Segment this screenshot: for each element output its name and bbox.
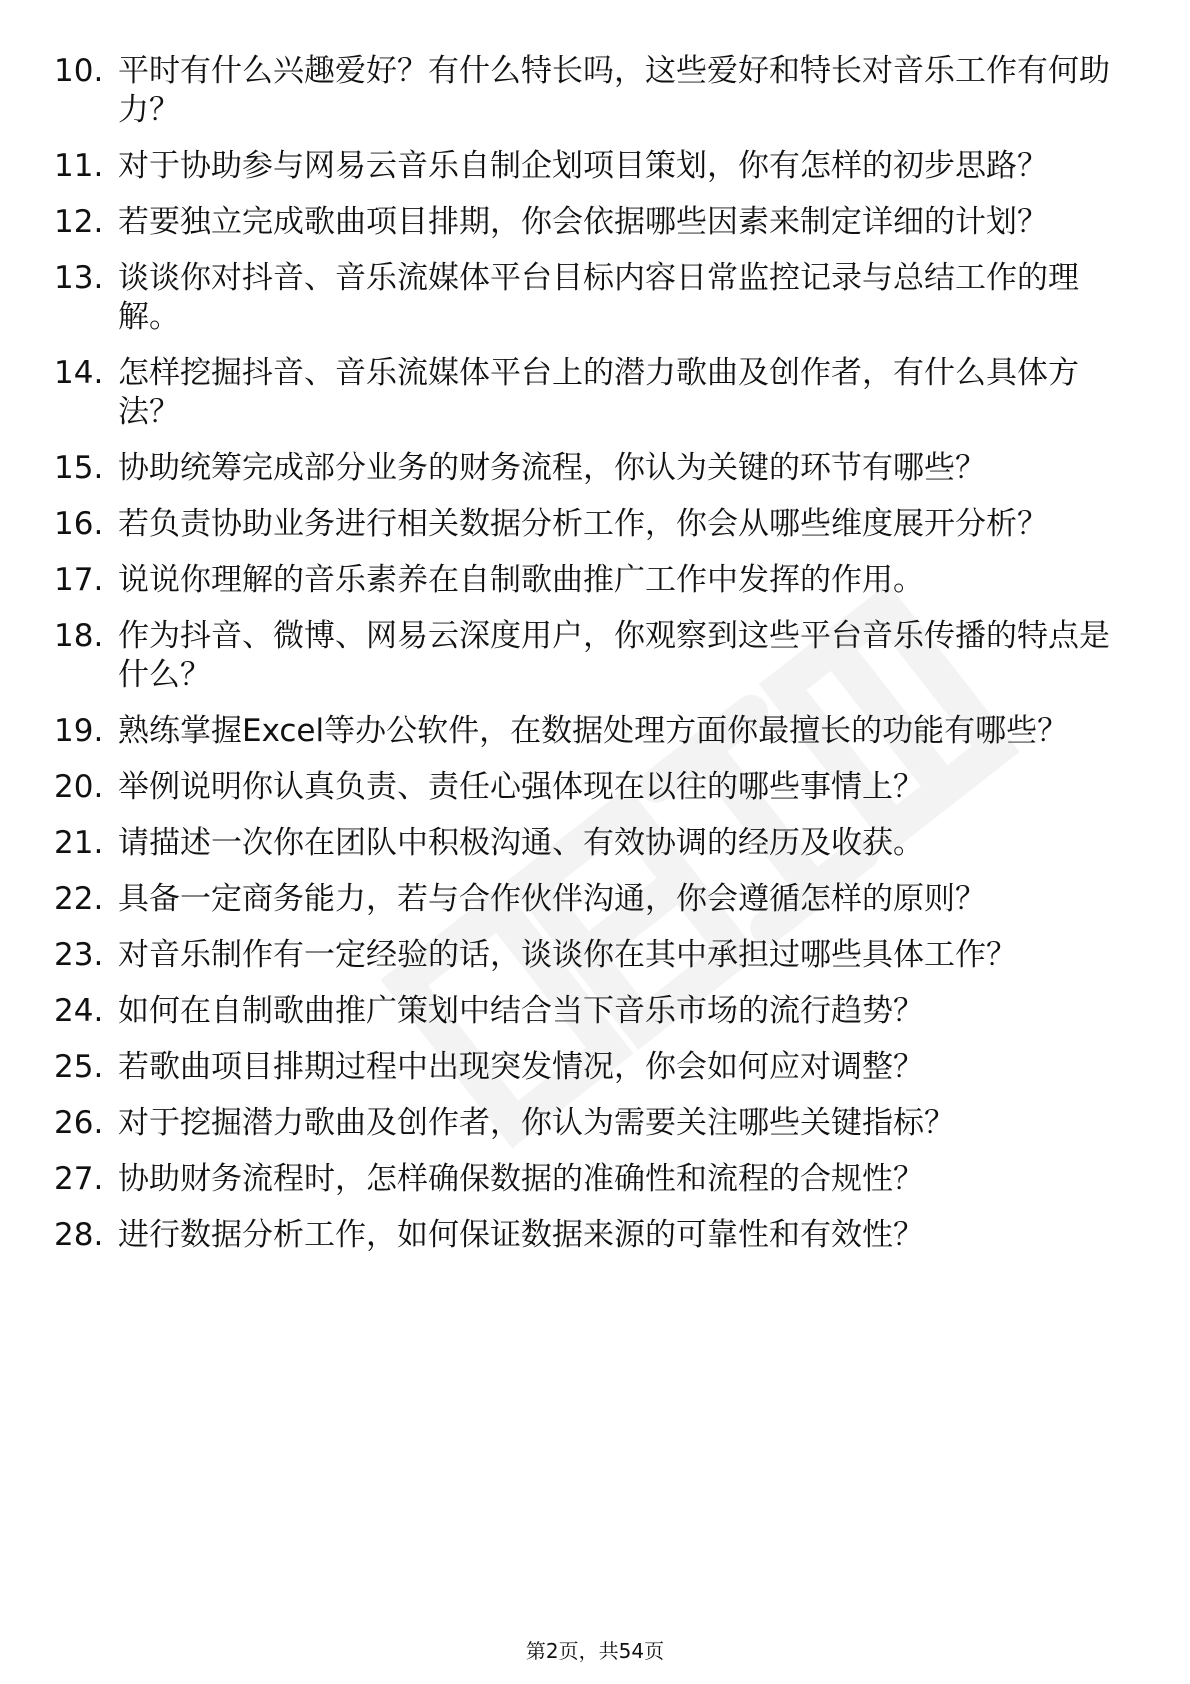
- question-number: 25.: [54, 1049, 104, 1085]
- question-text: 对于协助参与网易云音乐自制企划项目策划，你有怎样的初步思路？: [118, 148, 1048, 184]
- question-item: [54, 880, 1140, 919]
- question-item: [54, 1048, 1140, 1087]
- question-item: [54, 992, 1140, 1031]
- question-number: 16.: [54, 506, 104, 542]
- question-text: 如何在自制歌曲推广策划中结合当下音乐市场的流行趋势？: [118, 993, 924, 1029]
- question-number: 12.: [54, 204, 104, 240]
- question-number: 19.: [54, 713, 104, 749]
- question-text: 若歌曲项目排期过程中出现突发情况，你会如何应对调整？: [118, 1049, 924, 1085]
- question-text: 熟练掌握Excel等办公软件，在数据处理方面你最擅长的功能有哪些？: [118, 713, 1069, 749]
- question-item: [54, 1104, 1140, 1143]
- question-text: 协助财务流程时，怎样确保数据的准确性和流程的合规性？: [118, 1161, 924, 1197]
- question-text: 谈谈你对抖音、音乐流媒体平台目标内容日常监控记录与总结工作的理解。: [118, 260, 1079, 335]
- page-number: 第2页，共54页: [525, 1639, 665, 1663]
- question-number: 26.: [54, 1105, 104, 1141]
- question-number: 20.: [54, 769, 104, 805]
- question-item: [54, 1216, 1140, 1255]
- question-item: [54, 505, 1140, 544]
- question-number: 21.: [54, 825, 104, 861]
- question-text: 进行数据分析工作，如何保证数据来源的可靠性和有效性？: [118, 1217, 924, 1253]
- question-text: 对音乐制作有一定经验的话，谈谈你在其中承担过哪些具体工作？: [118, 937, 1017, 973]
- question-number: 24.: [54, 993, 104, 1029]
- question-number: 15.: [54, 450, 104, 486]
- question-text: 若要独立完成歌曲项目排期，你会依据哪些因素来制定详细的计划？: [118, 204, 1048, 240]
- question-number: 13.: [54, 260, 104, 296]
- question-item: [54, 147, 1140, 186]
- question-number: 14.: [54, 355, 104, 391]
- question-item: [54, 1160, 1140, 1199]
- question-number: 22.: [54, 881, 104, 917]
- question-number: 18.: [54, 618, 104, 654]
- question-text: 举例说明你认真负责、责任心强体现在以往的哪些事情上？: [118, 769, 924, 805]
- question-number: 28.: [54, 1217, 104, 1253]
- question-item: [54, 561, 1140, 600]
- question-text: 协助统筹完成部分业务的财务流程，你认为关键的环节有哪些？: [118, 450, 986, 486]
- question-text: 作为抖音、微博、网易云深度用户，你观察到这些平台音乐传播的特点是什么？: [118, 618, 1110, 693]
- question-text: 说说你理解的音乐素养在自制歌曲推广工作中发挥的作用。: [118, 562, 924, 598]
- question-text: 平时有什么兴趣爱好？有什么特长吗，这些爱好和特长对音乐工作有何助力？: [118, 53, 1110, 128]
- question-text: 对于挖掘潜力歌曲及创作者，你认为需要关注哪些关键指标？: [118, 1105, 955, 1141]
- question-item: [54, 354, 1140, 432]
- question-item: [54, 259, 1140, 337]
- question-item: [54, 203, 1140, 242]
- question-number: 27.: [54, 1161, 104, 1197]
- question-number: 11.: [54, 148, 104, 184]
- question-text: 若负责协助业务进行相关数据分析工作，你会从哪些维度展开分析？: [118, 506, 1048, 542]
- question-text: 怎样挖掘抖音、音乐流媒体平台上的潜力歌曲及创作者，有什么具体方法？: [118, 355, 1079, 430]
- question-item: [54, 712, 1140, 751]
- question-text: 请描述一次你在团队中积极沟通、有效协调的经历及收获。: [118, 825, 924, 861]
- question-item: [54, 617, 1140, 695]
- question-item: [54, 824, 1140, 863]
- question-number: 10.: [54, 53, 104, 89]
- question-item: [54, 936, 1140, 975]
- question-item: [54, 52, 1140, 130]
- question-text: 具备一定商务能力，若与合作伙伴沟通，你会遵循怎样的原则？: [118, 881, 986, 917]
- question-item: [54, 768, 1140, 807]
- question-list: [54, 52, 1140, 1272]
- question-item: [54, 449, 1140, 488]
- question-number: 23.: [54, 937, 104, 973]
- question-number: 17.: [54, 562, 104, 598]
